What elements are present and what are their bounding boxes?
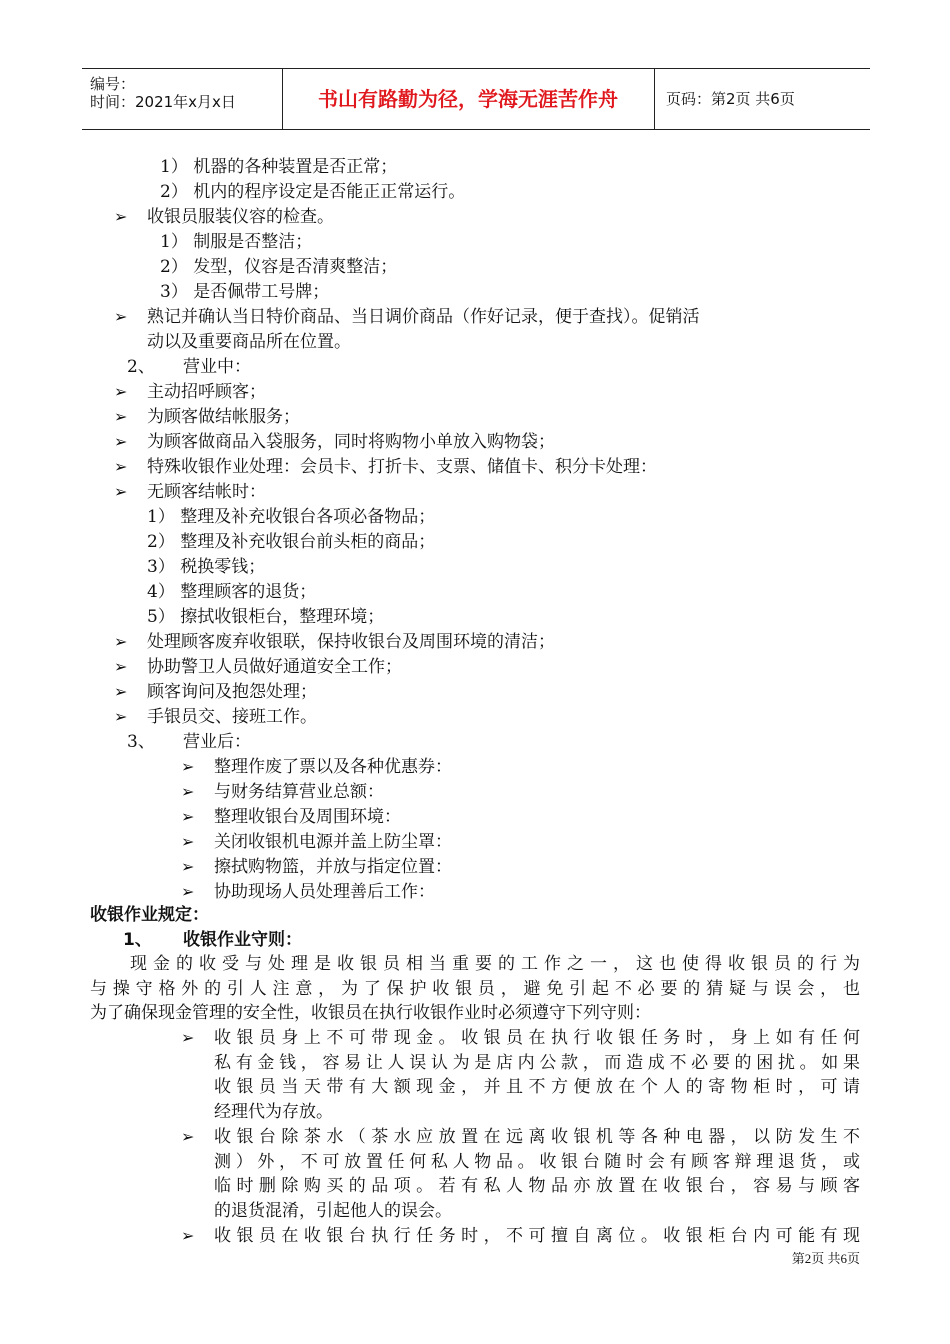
bullet-paragraph xyxy=(214,1125,860,1223)
bullet-item: 为顾客做结帐服务； xyxy=(147,407,300,427)
bullet-item: 协助现场人员处理善后工作： xyxy=(214,882,435,902)
paragraph-line: 收银员在收银台执行任务时，不可擅自离位。收银柜台内可能有现 xyxy=(214,1226,860,1246)
paragraph-line: 收银员身上不可带现金。收银员在执行收银任务时，身上如有任何 xyxy=(214,1028,860,1048)
paragraph-line: 的退货混淆，引起他人的误会。 xyxy=(214,1200,452,1221)
list-item: 2） 机内的程序设定是否能正正常运行。 xyxy=(160,182,466,202)
arrow-bullet-icon: ➢ xyxy=(181,1028,195,1047)
arrow-bullet-icon: ➢ xyxy=(114,482,128,501)
paragraph-line: 收银台除茶水（茶水应放置在远离收银机等各种电器，以防发生不 xyxy=(214,1127,860,1147)
section-title: 营业后： xyxy=(183,732,251,752)
arrow-bullet-icon: ➢ xyxy=(114,382,128,401)
section-title: 营业中： xyxy=(183,357,251,377)
bullet-item: 收银员服装仪容的检查。 xyxy=(147,207,334,227)
header-page-number: 页码：第2页 共6页 xyxy=(666,90,795,108)
document-date: 时间：2021年x月x日 xyxy=(90,93,236,111)
document-number: 编号： xyxy=(90,75,136,93)
arrow-bullet-icon: ➢ xyxy=(181,807,195,826)
footer-page-number: 第2页 共6页 xyxy=(791,1251,860,1266)
bullet-paragraph xyxy=(214,1026,860,1124)
bullet-paragraph xyxy=(214,1224,860,1249)
paragraph-line: 私有金钱，容易让人误认为是店内公款，而造成不必要的困扰。如果 xyxy=(214,1052,860,1073)
arrow-bullet-icon: ➢ xyxy=(114,682,128,701)
arrow-bullet-icon: ➢ xyxy=(114,632,128,651)
bullet-item-continued: 动以及重要商品所在位置。 xyxy=(147,332,351,352)
arrow-bullet-icon: ➢ xyxy=(114,432,128,451)
bullet-item: 擦拭购物篮，并放与指定位置： xyxy=(214,857,452,877)
arrow-bullet-icon: ➢ xyxy=(181,857,195,876)
list-item: 2） 整理及补充收银台前头柜的商品； xyxy=(147,532,436,552)
list-item: 3） 税换零钱； xyxy=(147,557,266,577)
arrow-bullet-icon: ➢ xyxy=(114,657,128,676)
bullet-item: 熟记并确认当日特价商品、当日调价商品（作好记录，便于查找）。促销活 xyxy=(147,307,700,327)
bullet-item: 手银员交、接班工作。 xyxy=(147,707,317,727)
list-item: 4） 整理顾客的退货； xyxy=(147,582,317,602)
bullet-item: 主动招呼顾客； xyxy=(147,382,266,402)
arrow-bullet-icon: ➢ xyxy=(181,1226,195,1245)
body-paragraph xyxy=(90,952,860,1026)
bullet-item: 处理顾客废弃收银联，保持收银台及周围环境的清洁； xyxy=(147,632,555,652)
heading: 收银作业规定： xyxy=(90,905,209,925)
section-number: 3、 xyxy=(127,732,155,752)
bullet-item: 整理作废了票以及各种优惠券： xyxy=(214,757,452,777)
bullet-item: 无顾客结帐时： xyxy=(147,482,266,502)
bullet-item: 为顾客做商品入袋服务，同时将购物小单放入购物袋； xyxy=(147,432,555,452)
arrow-bullet-icon: ➢ xyxy=(114,207,128,226)
arrow-bullet-icon: ➢ xyxy=(181,782,195,801)
list-item: 1） 整理及补充收银台各项必备物品； xyxy=(147,507,436,527)
paragraph-line: 为了确保现金管理的安全性，收银员在执行收银作业时必须遵守下列守则： xyxy=(90,1003,651,1023)
arrow-bullet-icon: ➢ xyxy=(114,407,128,426)
bullet-item: 协助警卫人员做好通道安全工作； xyxy=(147,657,402,677)
paragraph-line: 现金的收受与处理是收银员相当重要的工作之一，这也使得收银员的行为 xyxy=(130,954,860,974)
paragraph-line: 收银员当天带有大额现金，并且不方便放在个人的寄物柜时，可请 xyxy=(214,1077,860,1097)
section-number: 2、 xyxy=(127,357,155,377)
paragraph-line: 与操守格外的引人注意，为了保护收银员，避免引起不必要的猜疑与误会，也 xyxy=(90,978,860,999)
header-motto: 书山有路勤为径，学海无涯苦作舟 xyxy=(282,69,655,129)
paragraph-line: 临时删除购买的品项。若有私人物品亦放置在收银台，容易与顾客 xyxy=(214,1176,860,1196)
subheading-title: 收银作业守则： xyxy=(183,930,302,950)
bullet-item: 顾客询问及抱怨处理； xyxy=(147,682,317,702)
bullet-item: 特殊收银作业处理：会员卡、打折卡、支票、储值卡、积分卡处理： xyxy=(147,457,657,477)
list-item: 1） 机器的各种装置是否正常； xyxy=(160,157,398,177)
arrow-bullet-icon: ➢ xyxy=(114,307,128,326)
arrow-bullet-icon: ➢ xyxy=(181,882,195,901)
arrow-bullet-icon: ➢ xyxy=(114,457,128,476)
arrow-bullet-icon: ➢ xyxy=(181,832,195,851)
arrow-bullet-icon: ➢ xyxy=(114,707,128,726)
list-item: 5） 擦拭收银柜台，整理环境； xyxy=(147,607,385,627)
bullet-item: 整理收银台及周围环境： xyxy=(214,807,401,827)
list-item: 1） 制服是否整洁； xyxy=(160,232,313,252)
bullet-item: 与财务结算营业总额： xyxy=(214,782,384,802)
list-item: 3） 是否佩带工号牌； xyxy=(160,282,330,302)
bullet-item: 关闭收银机电源并盖上防尘罩： xyxy=(214,832,452,852)
page-header xyxy=(82,68,870,130)
header-meta xyxy=(82,69,283,129)
list-item: 2） 发型，仪容是否清爽整洁； xyxy=(160,257,398,277)
paragraph-line: 经理代为存放。 xyxy=(214,1101,333,1122)
arrow-bullet-icon: ➢ xyxy=(181,757,195,776)
subheading-number: 1、 xyxy=(123,930,152,950)
paragraph-line: 测）外，不可放置任何私人物品。收银台随时会有顾客辩理退货，或 xyxy=(214,1151,860,1172)
arrow-bullet-icon: ➢ xyxy=(181,1127,195,1146)
